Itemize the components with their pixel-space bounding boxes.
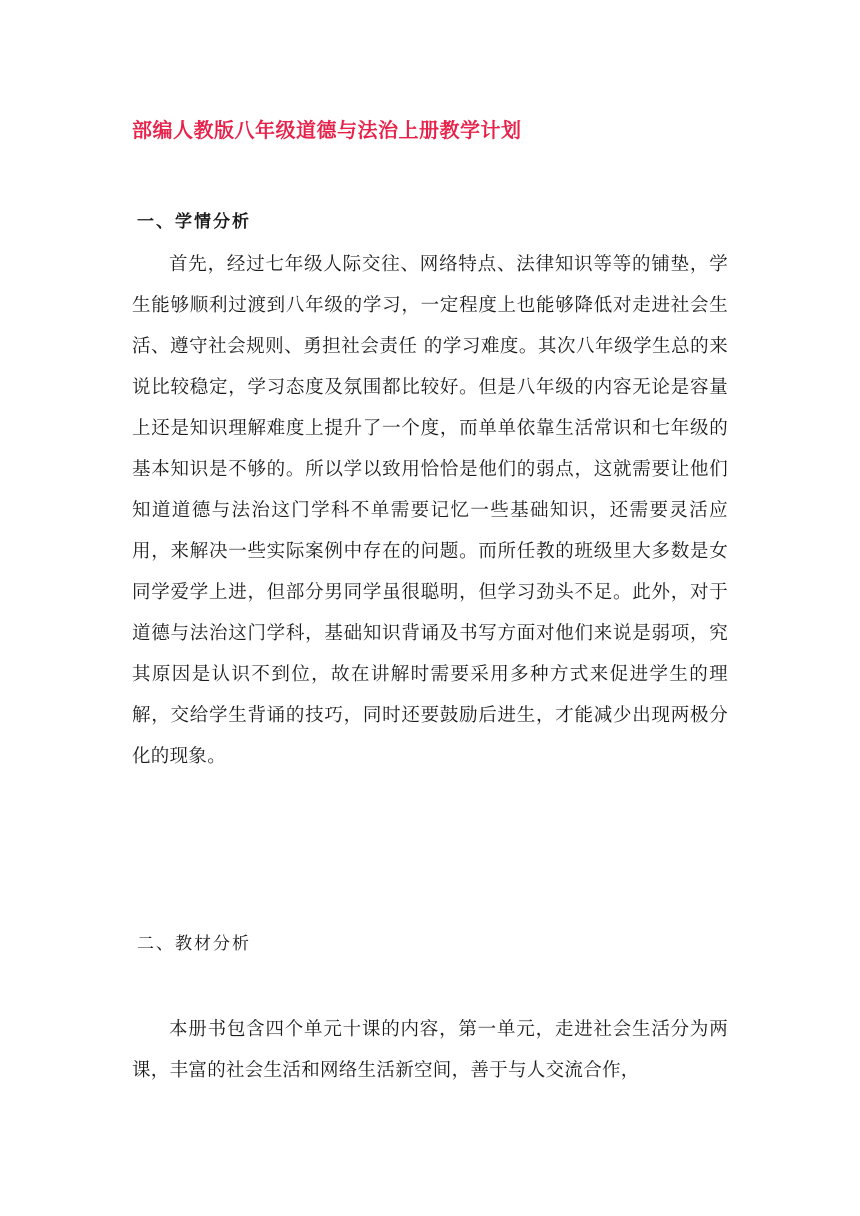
section-heading-textbook-analysis: 二、教材分析 bbox=[137, 934, 251, 954]
document-title: 部编人教版八年级道德与法治上册教学计划 bbox=[132, 118, 522, 142]
section-paragraph-textbook-analysis: 本册书包含四个单元十课的内容，第一单元，走进社会生活分为两课，丰富的社会生活和网络生活新空间，善于与人交流合作， bbox=[132, 1019, 728, 1081]
section-paragraph-learning-analysis: 首先，经过七年级人际交往、网络特点、法律知识等等的铺垫，学生能够顺利过渡到八年级的学习，一定程度上也能够降低对走进社会生活、遵守社会规则、勇担社会责任 的学习难度。其次八年级学生总的来说比较稳定，学习态度及氛围都比较好。但是八年级的内容无论是容量上还是知识理解难度上提升了一个度，而单单依靠生活常识和七年级的基本知识是不够的。所以学以致用恰恰是他们的弱点，这就需要让他们知道道德与法治这门学科不单需要记忆一些基础知识，还需要灵活应用，来解决一些实际案例中存在的问题。而所任教的班级里大多数是女同学爱学上进，但部分男同学虽很聪明，但学习劲头不足。此外，对于道德与法治这门学科，基础知识背诵及书写方面对他们来说是弱项，究其原因是认识不到位，故在讲解时需要采用多种方式来促进学生的理解，交给学生背诵的技巧，同时还要鼓励后进生，才能减少出现两极分化的现象。 bbox=[132, 254, 728, 767]
section-heading-learning-analysis: 一、学情分析 bbox=[137, 212, 251, 232]
